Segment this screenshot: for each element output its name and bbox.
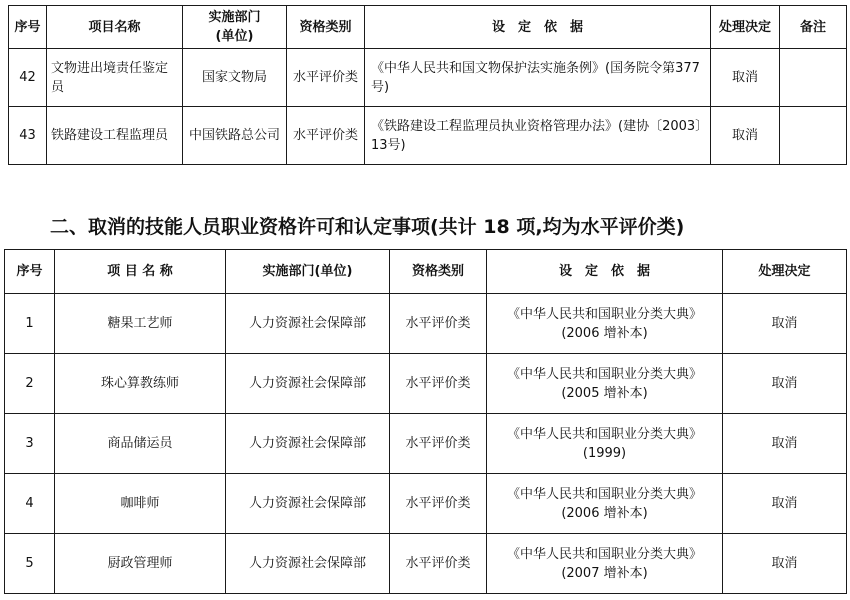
row-category: 水平评价类 <box>390 474 487 534</box>
row-decision: 取消 <box>723 294 847 354</box>
table1-header-row <box>9 6 847 49</box>
table-row <box>9 107 847 165</box>
table-row <box>5 354 847 414</box>
header-serial: 序号 <box>9 6 47 49</box>
basis-title: 《中华人民共和国职业分类大典》 <box>506 486 702 502</box>
row-serial: 1 <box>5 294 55 354</box>
basis-edition: (2006 增补本) <box>561 505 648 521</box>
row-basis <box>487 414 723 474</box>
row-decision: 取消 <box>723 534 847 594</box>
row-basis: 《中华人民共和国文物保护法实施条例》(国务院令第377号) <box>365 49 711 107</box>
row-department: 人力资源社会保障部 <box>226 414 390 474</box>
row-item-name: 文物进出境责任鉴定员 <box>47 49 183 107</box>
row-basis <box>487 354 723 414</box>
row-serial: 4 <box>5 474 55 534</box>
basis-edition: (1999) <box>582 445 627 461</box>
row-serial: 42 <box>9 49 47 107</box>
row-basis <box>487 534 723 594</box>
header-department: 实施部门 (单位) <box>183 6 287 49</box>
qualification-table-1 <box>8 5 847 165</box>
header-category: 资格类别 <box>287 6 365 49</box>
row-serial: 5 <box>5 534 55 594</box>
basis-title: 《中华人民共和国职业分类大典》 <box>506 546 702 562</box>
basis-title: 《中华人民共和国职业分类大典》 <box>506 426 702 442</box>
row-item-name: 珠心算教练师 <box>55 354 226 414</box>
section-heading: 二、取消的技能人员职业资格许可和认定事项(共计 18 项,均为水平评价类) <box>50 216 685 238</box>
row-department: 国家文物局 <box>183 49 287 107</box>
row-remark <box>780 49 847 107</box>
row-serial: 43 <box>9 107 47 165</box>
row-category: 水平评价类 <box>287 49 365 107</box>
row-item-name: 糖果工艺师 <box>55 294 226 354</box>
header-serial: 序号 <box>5 250 55 294</box>
row-basis <box>487 294 723 354</box>
row-department: 人力资源社会保障部 <box>226 354 390 414</box>
header-remark: 备注 <box>780 6 847 49</box>
header-decision: 处理决定 <box>723 250 847 294</box>
row-item-name: 铁路建设工程监理员 <box>47 107 183 165</box>
table2-header-row <box>5 250 847 294</box>
row-category: 水平评价类 <box>390 354 487 414</box>
row-basis <box>487 474 723 534</box>
header-basis: 设 定 依 据 <box>487 250 723 294</box>
row-category: 水平评价类 <box>390 534 487 594</box>
row-category: 水平评价类 <box>390 294 487 354</box>
header-item-name: 项 目 名 称 <box>55 250 226 294</box>
row-decision: 取消 <box>723 474 847 534</box>
header-basis: 设 定 依 据 <box>365 6 711 49</box>
row-department: 人力资源社会保障部 <box>226 474 390 534</box>
row-serial: 2 <box>5 354 55 414</box>
basis-edition: (2005 增补本) <box>561 385 648 401</box>
table-row <box>5 474 847 534</box>
row-serial: 3 <box>5 414 55 474</box>
basis-edition: (2006 增补本) <box>561 325 648 341</box>
basis-edition: (2007 增补本) <box>561 565 648 581</box>
row-decision: 取消 <box>711 107 780 165</box>
table-row <box>5 294 847 354</box>
row-item-name: 商品储运员 <box>55 414 226 474</box>
header-item-name: 项目名称 <box>47 6 183 49</box>
header-decision: 处理决定 <box>711 6 780 49</box>
row-category: 水平评价类 <box>287 107 365 165</box>
row-department: 中国铁路总公司 <box>183 107 287 165</box>
row-item-name: 厨政管理师 <box>55 534 226 594</box>
row-decision: 取消 <box>723 354 847 414</box>
row-item-name: 咖啡师 <box>55 474 226 534</box>
basis-title: 《中华人民共和国职业分类大典》 <box>506 366 702 382</box>
row-department: 人力资源社会保障部 <box>226 534 390 594</box>
table-row <box>5 534 847 594</box>
header-department: 实施部门(单位) <box>226 250 390 294</box>
qualification-table-2 <box>4 249 847 594</box>
row-department: 人力资源社会保障部 <box>226 294 390 354</box>
basis-title: 《中华人民共和国职业分类大典》 <box>506 306 702 322</box>
row-decision: 取消 <box>711 49 780 107</box>
table-row <box>9 49 847 107</box>
table-row <box>5 414 847 474</box>
row-remark <box>780 107 847 165</box>
row-basis: 《铁路建设工程监理员执业资格管理办法》(建协〔2003〕13号) <box>365 107 711 165</box>
row-category: 水平评价类 <box>390 414 487 474</box>
row-decision: 取消 <box>723 414 847 474</box>
header-category: 资格类别 <box>390 250 487 294</box>
